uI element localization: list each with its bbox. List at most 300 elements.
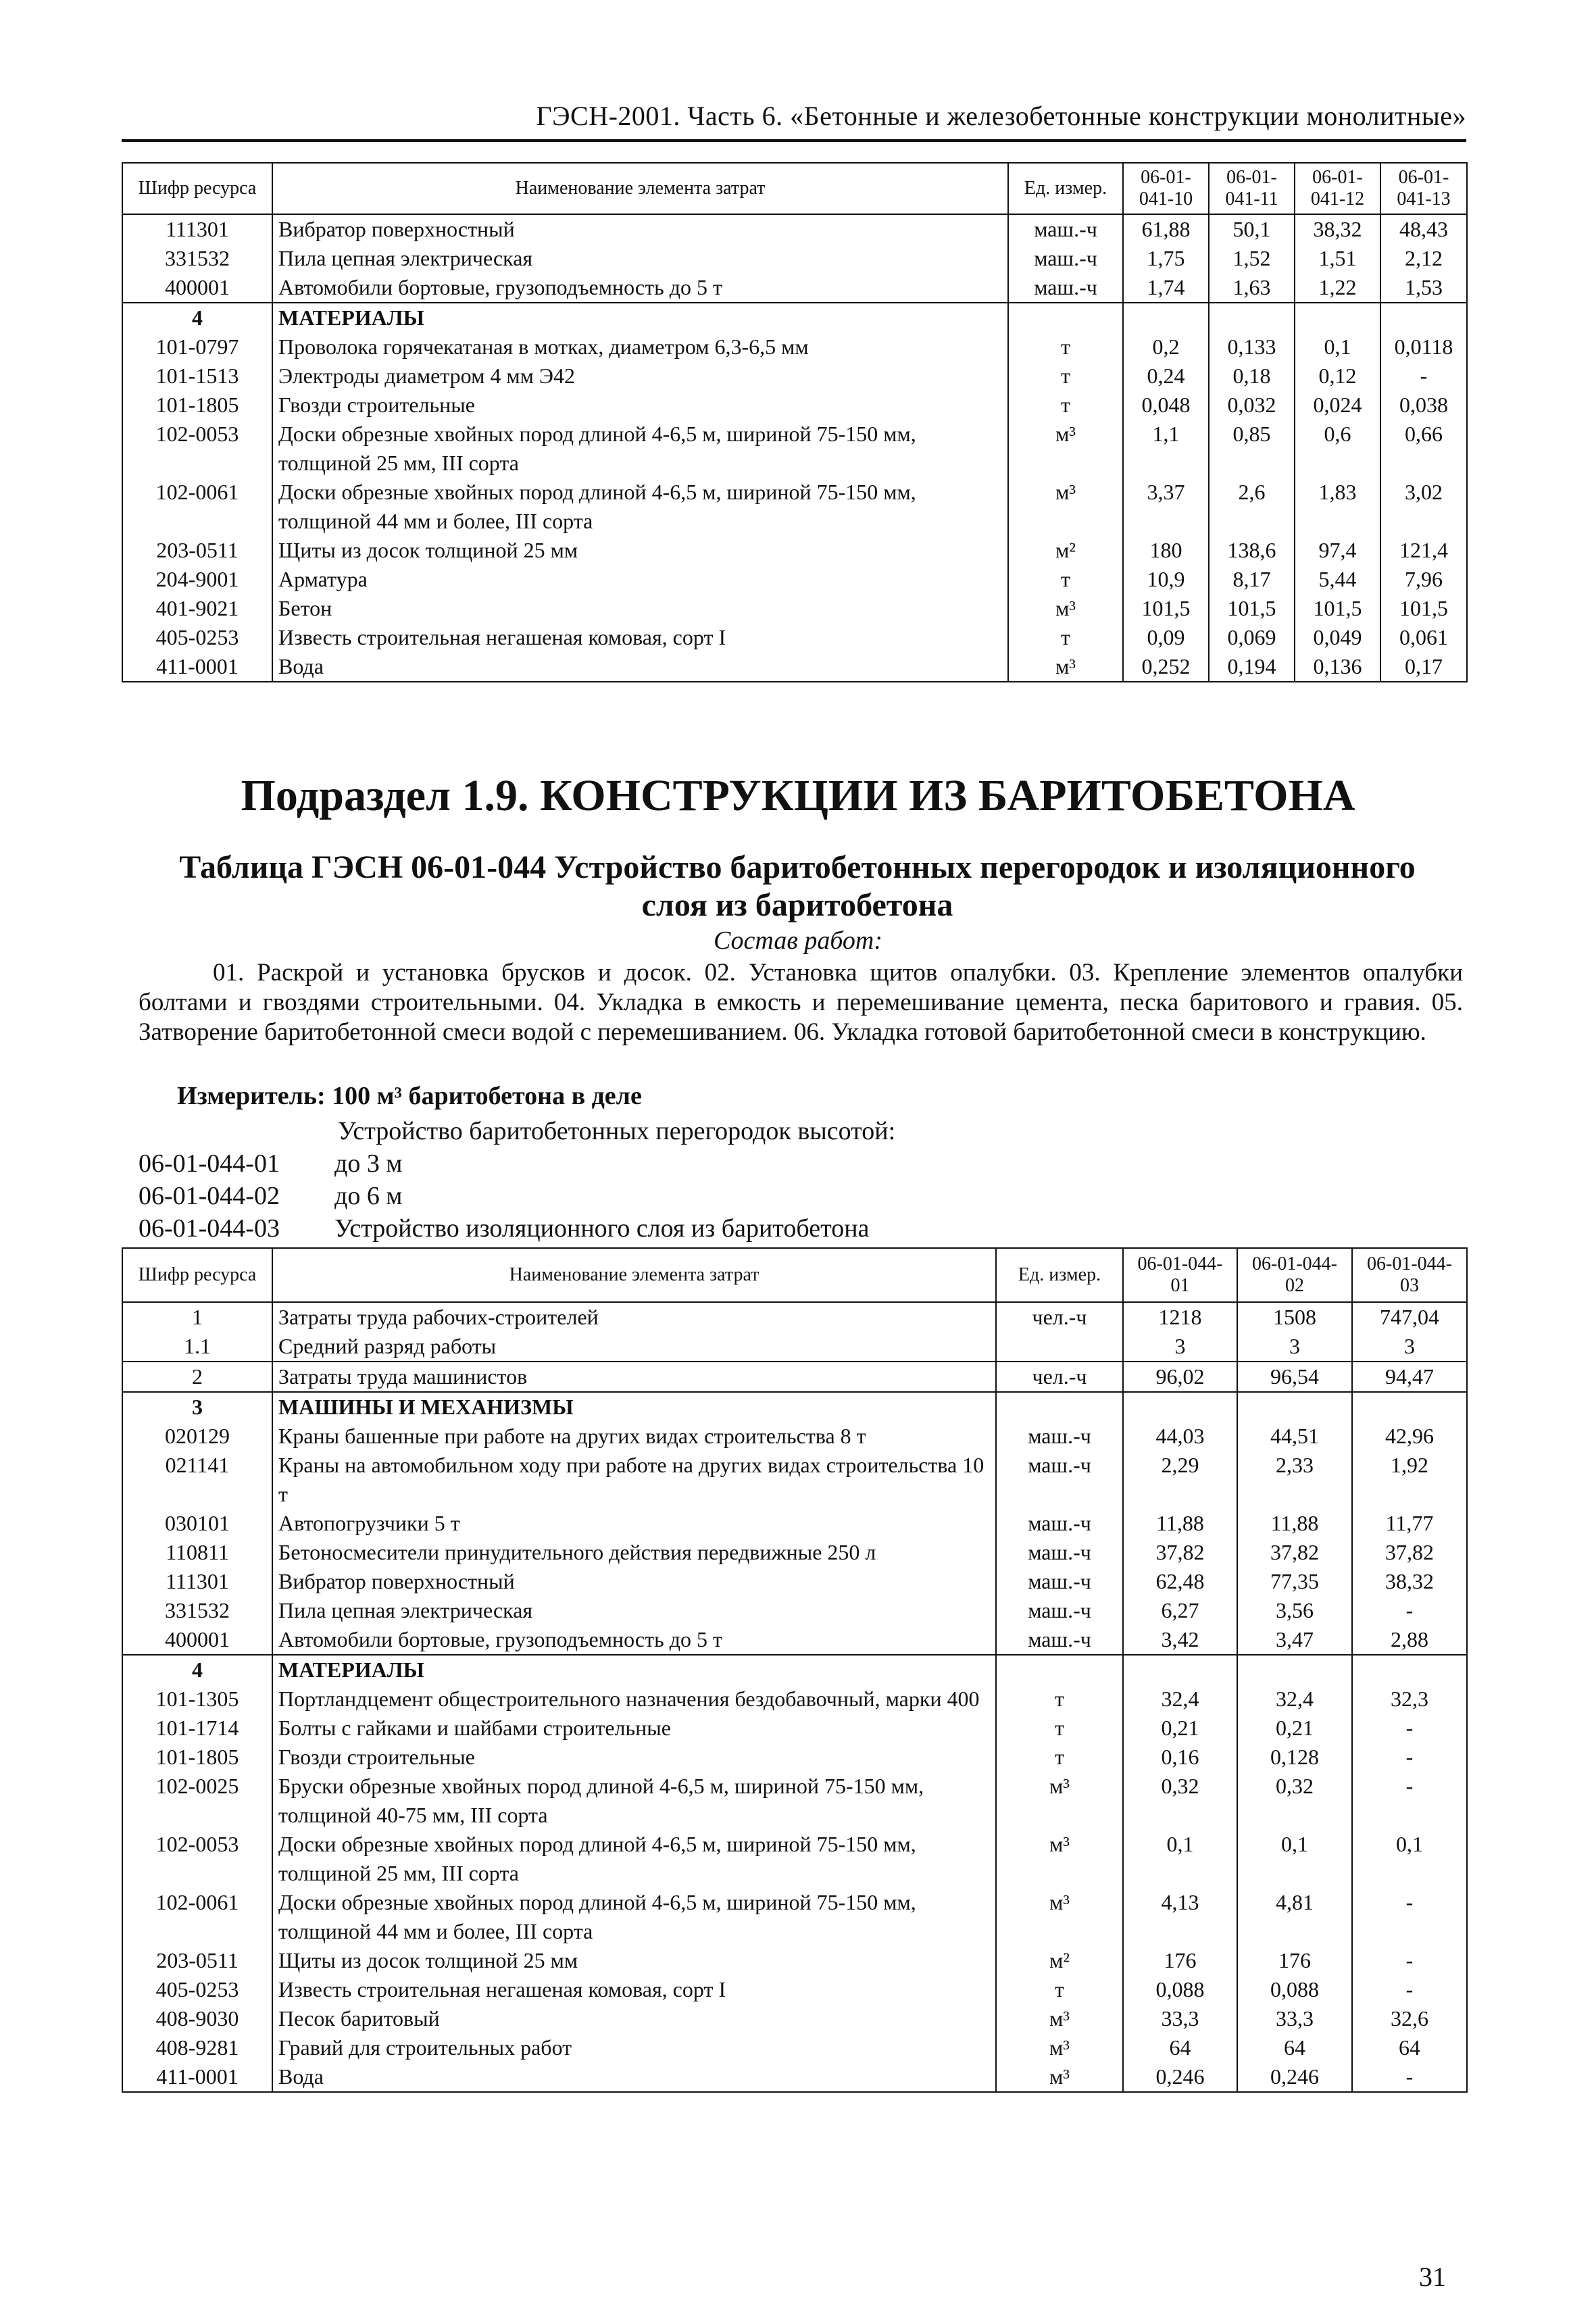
resource-code: 111301 bbox=[122, 1567, 272, 1596]
unit-cell: т bbox=[996, 1975, 1123, 2004]
value-cell: 1,22 bbox=[1295, 273, 1380, 303]
unit-cell: чел.-ч bbox=[996, 1362, 1123, 1392]
col-header-norm: 06-01-041-13 bbox=[1380, 163, 1467, 214]
works-heading: Состав работ: bbox=[713, 926, 883, 955]
value-cell: 138,6 bbox=[1209, 536, 1295, 565]
unit-cell: м³ bbox=[996, 2033, 1123, 2062]
resource-name: Вибратор поверхностный bbox=[272, 214, 1008, 244]
resource-code: 110811 bbox=[122, 1538, 272, 1567]
resource-code: 405-0253 bbox=[122, 623, 272, 652]
resource-code: 102-0061 bbox=[122, 1888, 272, 1946]
resource-name: Затраты труда машинистов bbox=[272, 1362, 996, 1392]
value-cell: 32,4 bbox=[1237, 1685, 1352, 1714]
value-cell: 94,47 bbox=[1352, 1362, 1467, 1392]
value-cell: - bbox=[1352, 1772, 1467, 1830]
unit-cell bbox=[1008, 303, 1123, 332]
value-cell: 0,032 bbox=[1209, 391, 1295, 420]
value-cell: 2,12 bbox=[1380, 244, 1467, 273]
resource-code: 101-1305 bbox=[122, 1685, 272, 1714]
table-body bbox=[122, 1302, 1467, 2092]
table-row bbox=[122, 273, 1467, 303]
value-cell: 180 bbox=[1123, 536, 1209, 565]
table-row bbox=[122, 1332, 1467, 1362]
value-cell: 1,83 bbox=[1295, 478, 1380, 536]
value-cell: 38,32 bbox=[1295, 214, 1380, 244]
value-cell: 37,82 bbox=[1123, 1538, 1237, 1567]
col-header-name: Наименование элемента затрат bbox=[272, 1248, 996, 1302]
resource-code: 1.1 bbox=[122, 1332, 272, 1362]
value-cell: 0,6 bbox=[1295, 420, 1380, 478]
resource-code: 411-0001 bbox=[122, 2062, 272, 2092]
unit-cell: маш.-ч bbox=[996, 1422, 1123, 1451]
value-cell: 32,3 bbox=[1352, 1685, 1467, 1714]
value-cell bbox=[1237, 1655, 1352, 1685]
table-row bbox=[122, 1509, 1467, 1538]
table-row bbox=[122, 1302, 1467, 1332]
value-cell: 32,4 bbox=[1123, 1685, 1237, 1714]
value-cell: 3,56 bbox=[1237, 1596, 1352, 1625]
value-cell: 0,024 bbox=[1295, 391, 1380, 420]
value-cell bbox=[1237, 1392, 1352, 1422]
value-cell: 1,92 bbox=[1352, 1451, 1467, 1509]
value-cell: 50,1 bbox=[1209, 214, 1295, 244]
resource-code: 102-0025 bbox=[122, 1772, 272, 1830]
value-cell: 97,4 bbox=[1295, 536, 1380, 565]
value-cell: 3 bbox=[1352, 1332, 1467, 1362]
value-cell: 0,048 bbox=[1123, 391, 1209, 420]
table-row bbox=[122, 1422, 1467, 1451]
resource-code: 204-9001 bbox=[122, 565, 272, 594]
value-cell: 1,75 bbox=[1123, 244, 1209, 273]
unit-cell: м³ bbox=[996, 2062, 1123, 2092]
unit-cell: маш.-ч bbox=[996, 1538, 1123, 1567]
col-header-norm: 06-01-041-12 bbox=[1295, 163, 1380, 214]
unit-cell: м³ bbox=[1008, 594, 1123, 623]
value-cell: 2,88 bbox=[1352, 1625, 1467, 1655]
value-cell: 5,44 bbox=[1295, 565, 1380, 594]
measure-unit: Измеритель: 100 м³ баритобетона в деле bbox=[177, 1082, 642, 1110]
value-cell: 64 bbox=[1123, 2033, 1237, 2062]
resource-name: Доски обрезные хвойных пород длиной 4-6,5 м, шириной 75-150 мм, толщиной 44 мм и более, III сорта bbox=[272, 478, 1008, 536]
norm-code-row bbox=[139, 1181, 402, 1211]
value-cell: 0,85 bbox=[1209, 420, 1295, 478]
value-cell: 32,6 bbox=[1352, 2004, 1467, 2033]
value-cell: 0,1 bbox=[1123, 1830, 1237, 1888]
resource-name: Щиты из досок толщиной 25 мм bbox=[272, 1946, 996, 1975]
table-row bbox=[122, 1567, 1467, 1596]
value-cell: 0,1 bbox=[1295, 332, 1380, 362]
value-cell: 0,128 bbox=[1237, 1743, 1352, 1772]
value-cell: 0,252 bbox=[1123, 652, 1209, 682]
value-cell: 10,9 bbox=[1123, 565, 1209, 594]
value-cell: 3,02 bbox=[1380, 478, 1467, 536]
value-cell: 1,53 bbox=[1380, 273, 1467, 303]
resource-code: 411-0001 bbox=[122, 652, 272, 682]
page-number: 31 bbox=[1419, 2262, 1446, 2292]
value-cell: 38,32 bbox=[1352, 1567, 1467, 1596]
install-heading: Устройство баритобетонных перегородок высотой: bbox=[338, 1117, 896, 1145]
table-row bbox=[122, 565, 1467, 594]
value-cell: 0,246 bbox=[1123, 2062, 1237, 2092]
value-cell: 176 bbox=[1237, 1946, 1352, 1975]
value-cell: 0,088 bbox=[1237, 1975, 1352, 2004]
value-cell: 62,48 bbox=[1123, 1567, 1237, 1596]
norm-description: до 6 м bbox=[334, 1182, 403, 1210]
works-description: 01. Раскрой и установка брусков и досок. 02. Установка щитов опалубки. 03. Крепление элементов опалубки болтами и гвоздями строительными. 04. Укладка в емкость и перемешивание цемента, песка баритового и гравия. 05. Затворение баритобетонной смеси водой с перемешиванием. 06. Укладка готовой баритобетонной смеси в конструкцию. bbox=[139, 959, 1463, 1046]
resource-code: 400001 bbox=[122, 1625, 272, 1655]
resource-name: Гвозди строительные bbox=[272, 1743, 996, 1772]
resource-name: Затраты труда рабочих-строителей bbox=[272, 1302, 996, 1332]
resource-table-044 bbox=[122, 1247, 1468, 2093]
value-cell: 1,52 bbox=[1209, 244, 1295, 273]
norm-description: Устройство изоляционного слоя из баритобетона bbox=[334, 1214, 870, 1243]
table-row bbox=[122, 594, 1467, 623]
value-cell: 0,194 bbox=[1209, 652, 1295, 682]
value-cell: 0,21 bbox=[1123, 1714, 1237, 1743]
resource-name: Электроды диаметром 4 мм Э42 bbox=[272, 362, 1008, 391]
table-row bbox=[122, 478, 1467, 536]
col-header-unit: Ед. измер. bbox=[996, 1248, 1123, 1302]
value-cell: 0,24 bbox=[1123, 362, 1209, 391]
value-cell bbox=[1352, 1392, 1467, 1422]
table-row bbox=[122, 652, 1467, 682]
value-cell: 2,33 bbox=[1237, 1451, 1352, 1509]
value-cell: 0,17 bbox=[1380, 652, 1467, 682]
value-cell: - bbox=[1352, 1975, 1467, 2004]
resource-name: Доски обрезные хвойных пород длиной 4-6,5 м, шириной 75-150 мм, толщиной 25 мм, III сорта bbox=[272, 420, 1008, 478]
resource-code: 101-1513 bbox=[122, 362, 272, 391]
value-cell: 11,88 bbox=[1237, 1509, 1352, 1538]
value-cell: 0,66 bbox=[1380, 420, 1467, 478]
resource-name: Арматура bbox=[272, 565, 1008, 594]
table-row bbox=[122, 2062, 1467, 2092]
unit-cell: м³ bbox=[1008, 652, 1123, 682]
unit-cell: т bbox=[1008, 623, 1123, 652]
resource-name: Бетоносмесители принудительного действия передвижные 250 л bbox=[272, 1538, 996, 1567]
resource-code: 4 bbox=[122, 303, 272, 332]
table-row bbox=[122, 1538, 1467, 1567]
value-cell bbox=[1295, 303, 1380, 332]
value-cell: 101,5 bbox=[1380, 594, 1467, 623]
value-cell: 101,5 bbox=[1295, 594, 1380, 623]
unit-cell: м³ bbox=[1008, 420, 1123, 478]
table-row bbox=[122, 1451, 1467, 1509]
resource-name: Известь строительная негашеная комовая, сорт I bbox=[272, 1975, 996, 2004]
value-cell: 0,18 bbox=[1209, 362, 1295, 391]
value-cell: 33,3 bbox=[1123, 2004, 1237, 2033]
resource-name: Пила цепная электрическая bbox=[272, 1596, 996, 1625]
resource-code: 020129 bbox=[122, 1422, 272, 1451]
resource-table-041 bbox=[122, 162, 1468, 682]
table-row bbox=[122, 2033, 1467, 2062]
resource-code: 1 bbox=[122, 1302, 272, 1332]
unit-cell: м³ bbox=[996, 1888, 1123, 1946]
resource-name: Песок баритовый bbox=[272, 2004, 996, 2033]
table-row bbox=[122, 1772, 1467, 1830]
table-row bbox=[122, 244, 1467, 273]
unit-cell bbox=[996, 1392, 1123, 1422]
value-cell: - bbox=[1352, 1743, 1467, 1772]
value-cell: 3 bbox=[1237, 1332, 1352, 1362]
section-row bbox=[122, 303, 1467, 332]
resource-name: Известь строительная негашеная комовая, сорт I bbox=[272, 623, 1008, 652]
resource-name: Вибратор поверхностный bbox=[272, 1567, 996, 1596]
table-row bbox=[122, 1596, 1467, 1625]
value-cell: 3,37 bbox=[1123, 478, 1209, 536]
value-cell: - bbox=[1352, 1714, 1467, 1743]
unit-cell: маш.-ч bbox=[996, 1509, 1123, 1538]
table-row bbox=[122, 1714, 1467, 1743]
resource-code: 203-0511 bbox=[122, 1946, 272, 1975]
resource-name: Доски обрезные хвойных пород длиной 4-6,5 м, шириной 75-150 мм, толщиной 25 мм, III сорта bbox=[272, 1830, 996, 1888]
table-row bbox=[122, 1625, 1467, 1655]
resource-name: Автомобили бортовые, грузоподъемность до 5 т bbox=[272, 1625, 996, 1655]
unit-cell: м² bbox=[1008, 536, 1123, 565]
subsection-title: Подраздел 1.9. КОНСТРУКЦИИ ИЗ БАРИТОБЕТОНА bbox=[241, 771, 1355, 820]
resource-name: Пила цепная электрическая bbox=[272, 244, 1008, 273]
value-cell: 1218 bbox=[1123, 1302, 1237, 1332]
table-row bbox=[122, 1830, 1467, 1888]
value-cell: 37,82 bbox=[1237, 1538, 1352, 1567]
resource-code: 331532 bbox=[122, 1596, 272, 1625]
unit-cell: маш.-ч bbox=[1008, 273, 1123, 303]
value-cell: 176 bbox=[1123, 1946, 1237, 1975]
value-cell: 0,09 bbox=[1123, 623, 1209, 652]
col-header-norm: 06-01-044-03 bbox=[1352, 1248, 1467, 1302]
value-cell: 0,21 bbox=[1237, 1714, 1352, 1743]
value-cell: 96,02 bbox=[1123, 1362, 1237, 1392]
value-cell: 3,47 bbox=[1237, 1625, 1352, 1655]
value-cell: 1,63 bbox=[1209, 273, 1295, 303]
col-header-unit: Ед. измер. bbox=[1008, 163, 1123, 214]
resource-name: Портландцемент общестроительного назначения бездобавочный, марки 400 bbox=[272, 1685, 996, 1714]
value-cell: 4,13 bbox=[1123, 1888, 1237, 1946]
resource-code: 021141 bbox=[122, 1451, 272, 1509]
resource-name: МАТЕРИАЛЫ bbox=[272, 303, 1008, 332]
table-row bbox=[122, 1946, 1467, 1975]
value-cell: 64 bbox=[1352, 2033, 1467, 2062]
resource-code: 4 bbox=[122, 1655, 272, 1685]
resource-code: 331532 bbox=[122, 244, 272, 273]
value-cell: 64 bbox=[1237, 2033, 1352, 2062]
table-row bbox=[122, 1362, 1467, 1392]
table-row bbox=[122, 214, 1467, 244]
value-cell: 3,42 bbox=[1123, 1625, 1237, 1655]
unit-cell bbox=[996, 1655, 1123, 1685]
unit-cell: м³ bbox=[996, 1830, 1123, 1888]
unit-cell: т bbox=[996, 1685, 1123, 1714]
value-cell: 48,43 bbox=[1380, 214, 1467, 244]
value-cell: - bbox=[1352, 1888, 1467, 1946]
value-cell: 96,54 bbox=[1237, 1362, 1352, 1392]
table-title: Таблица ГЭСН 06-01-044 Устройство баритобетонных перегородок и изоляционного слоя из баритобетона bbox=[179, 849, 1416, 923]
value-cell: 121,4 bbox=[1380, 536, 1467, 565]
value-cell bbox=[1380, 303, 1467, 332]
resource-code: 102-0053 bbox=[122, 420, 272, 478]
value-cell: 4,81 bbox=[1237, 1888, 1352, 1946]
value-cell: 1508 bbox=[1237, 1302, 1352, 1332]
value-cell: 0,12 bbox=[1295, 362, 1380, 391]
value-cell: 0,069 bbox=[1209, 623, 1295, 652]
value-cell: 0,061 bbox=[1380, 623, 1467, 652]
table-row bbox=[122, 391, 1467, 420]
value-cell: 0,049 bbox=[1295, 623, 1380, 652]
value-cell: 44,51 bbox=[1237, 1422, 1352, 1451]
resource-name: Бруски обрезные хвойных пород длиной 4-6,5 м, шириной 75-150 мм, толщиной 40-75 мм, III сорта bbox=[272, 1772, 996, 1830]
value-cell: 33,3 bbox=[1237, 2004, 1352, 2033]
table-row bbox=[122, 2004, 1467, 2033]
value-cell: 7,96 bbox=[1380, 565, 1467, 594]
value-cell: 2,29 bbox=[1123, 1451, 1237, 1509]
unit-cell: т bbox=[996, 1714, 1123, 1743]
resource-code: 405-0253 bbox=[122, 1975, 272, 2004]
unit-cell: маш.-ч bbox=[996, 1567, 1123, 1596]
value-cell: 61,88 bbox=[1123, 214, 1209, 244]
value-cell: 0,136 bbox=[1295, 652, 1380, 682]
resource-name: Доски обрезные хвойных пород длиной 4-6,5 м, шириной 75-150 мм, толщиной 44 мм и более, III сорта bbox=[272, 1888, 996, 1946]
resource-code: 101-1805 bbox=[122, 391, 272, 420]
value-cell: 42,96 bbox=[1352, 1422, 1467, 1451]
value-cell: - bbox=[1352, 1946, 1467, 1975]
resource-name: Бетон bbox=[272, 594, 1008, 623]
value-cell: 11,88 bbox=[1123, 1509, 1237, 1538]
value-cell: 0,32 bbox=[1237, 1772, 1352, 1830]
value-cell: 6,27 bbox=[1123, 1596, 1237, 1625]
resource-code: 2 bbox=[122, 1362, 272, 1392]
col-header-norm: 06-01-044-01 bbox=[1123, 1248, 1237, 1302]
resource-code: 101-0797 bbox=[122, 332, 272, 362]
norm-code: 06-01-044-03 bbox=[139, 1214, 280, 1243]
unit-cell: м³ bbox=[996, 2004, 1123, 2033]
unit-cell: маш.-ч bbox=[1008, 214, 1123, 244]
resource-code: 203-0511 bbox=[122, 536, 272, 565]
unit-cell: маш.-ч bbox=[1008, 244, 1123, 273]
value-cell: 1,51 bbox=[1295, 244, 1380, 273]
value-cell: 747,04 bbox=[1352, 1302, 1467, 1332]
resource-code: 3 bbox=[122, 1392, 272, 1422]
resource-code: 101-1714 bbox=[122, 1714, 272, 1743]
resource-code: 101-1805 bbox=[122, 1743, 272, 1772]
col-header-norm: 06-01-044-02 bbox=[1237, 1248, 1352, 1302]
value-cell: 77,35 bbox=[1237, 1567, 1352, 1596]
value-cell: 1,1 bbox=[1123, 420, 1209, 478]
value-cell: - bbox=[1352, 2062, 1467, 2092]
resource-code: 401-9021 bbox=[122, 594, 272, 623]
resource-name: Вода bbox=[272, 652, 1008, 682]
value-cell: 0,246 bbox=[1237, 2062, 1352, 2092]
table-row bbox=[122, 362, 1467, 391]
resource-name: Автопогрузчики 5 т bbox=[272, 1509, 996, 1538]
unit-cell: м³ bbox=[1008, 478, 1123, 536]
value-cell: - bbox=[1352, 1596, 1467, 1625]
value-cell: 8,17 bbox=[1209, 565, 1295, 594]
value-cell: 0,16 bbox=[1123, 1743, 1237, 1772]
resource-name: Болты с гайками и шайбами строительные bbox=[272, 1714, 996, 1743]
resource-code: 408-9030 bbox=[122, 2004, 272, 2033]
unit-cell: т bbox=[1008, 391, 1123, 420]
table-body bbox=[122, 214, 1467, 682]
resource-code: 102-0053 bbox=[122, 1830, 272, 1888]
value-cell bbox=[1209, 303, 1295, 332]
table-row bbox=[122, 1743, 1467, 1772]
norm-code-row bbox=[139, 1214, 869, 1243]
unit-cell: т bbox=[1008, 565, 1123, 594]
resource-code: 408-9281 bbox=[122, 2033, 272, 2062]
resource-code: 030101 bbox=[122, 1509, 272, 1538]
value-cell: 1,74 bbox=[1123, 273, 1209, 303]
resource-name: Автомобили бортовые, грузоподъемность до 5 т bbox=[272, 273, 1008, 303]
value-cell: 11,77 bbox=[1352, 1509, 1467, 1538]
unit-cell: маш.-ч bbox=[996, 1451, 1123, 1509]
col-header-norm: 06-01-041-11 bbox=[1209, 163, 1295, 214]
table-row bbox=[122, 623, 1467, 652]
table-row bbox=[122, 1888, 1467, 1946]
section-row bbox=[122, 1655, 1467, 1685]
value-cell: 0,0118 bbox=[1380, 332, 1467, 362]
value-cell: - bbox=[1380, 362, 1467, 391]
table-row bbox=[122, 1685, 1467, 1714]
unit-cell: м² bbox=[996, 1946, 1123, 1975]
resource-name: Проволока горячекатаная в мотках, диаметром 6,3-6,5 мм bbox=[272, 332, 1008, 362]
value-cell: 2,6 bbox=[1209, 478, 1295, 536]
value-cell: 0,133 bbox=[1209, 332, 1295, 362]
resource-code: 102-0061 bbox=[122, 478, 272, 536]
table-row bbox=[122, 1975, 1467, 2004]
norm-code-row bbox=[139, 1149, 402, 1178]
value-cell: 0,32 bbox=[1123, 1772, 1237, 1830]
resource-name: Гравий для строительных работ bbox=[272, 2033, 996, 2062]
section-row bbox=[122, 1392, 1467, 1422]
unit-cell: маш.-ч bbox=[996, 1596, 1123, 1625]
running-header: ГЭСН-2001. Часть 6. «Бетонные и железобетонные конструкции монолитные» bbox=[536, 101, 1466, 131]
unit-cell: т bbox=[996, 1743, 1123, 1772]
resource-name: Вода bbox=[272, 2062, 996, 2092]
resource-name: Средний разряд работы bbox=[272, 1332, 996, 1362]
unit-cell: т bbox=[1008, 362, 1123, 391]
unit-cell: м³ bbox=[996, 1772, 1123, 1830]
value-cell: 0,1 bbox=[1237, 1830, 1352, 1888]
resource-name: Краны башенные при работе на других видах строительства 8 т bbox=[272, 1422, 996, 1451]
col-header-code: Шифр ресурса bbox=[122, 1248, 272, 1302]
value-cell: 44,03 bbox=[1123, 1422, 1237, 1451]
value-cell: 0,088 bbox=[1123, 1975, 1237, 2004]
table-row bbox=[122, 536, 1467, 565]
resource-name: МАШИНЫ И МЕХАНИЗМЫ bbox=[272, 1392, 996, 1422]
col-header-norm: 06-01-041-10 bbox=[1123, 163, 1209, 214]
col-header-name: Наименование элемента затрат bbox=[272, 163, 1008, 214]
norm-code: 06-01-044-02 bbox=[139, 1182, 280, 1210]
value-cell: 3 bbox=[1123, 1332, 1237, 1362]
value-cell: 0,2 bbox=[1123, 332, 1209, 362]
table-row bbox=[122, 420, 1467, 478]
resource-name: МАТЕРИАЛЫ bbox=[272, 1655, 996, 1685]
resource-code: 111301 bbox=[122, 214, 272, 244]
header-rule bbox=[122, 139, 1466, 142]
unit-cell: чел.-ч bbox=[996, 1302, 1123, 1332]
value-cell bbox=[1123, 1655, 1237, 1685]
table-row bbox=[122, 332, 1467, 362]
resource-name: Гвозди строительные bbox=[272, 391, 1008, 420]
value-cell: 0,1 bbox=[1352, 1830, 1467, 1888]
resource-code: 400001 bbox=[122, 273, 272, 303]
value-cell: 0,038 bbox=[1380, 391, 1467, 420]
value-cell bbox=[1123, 1392, 1237, 1422]
value-cell bbox=[1123, 303, 1209, 332]
norm-code: 06-01-044-01 bbox=[139, 1149, 280, 1178]
unit-cell: маш.-ч bbox=[996, 1625, 1123, 1655]
value-cell bbox=[1352, 1655, 1467, 1685]
value-cell: 101,5 bbox=[1123, 594, 1209, 623]
